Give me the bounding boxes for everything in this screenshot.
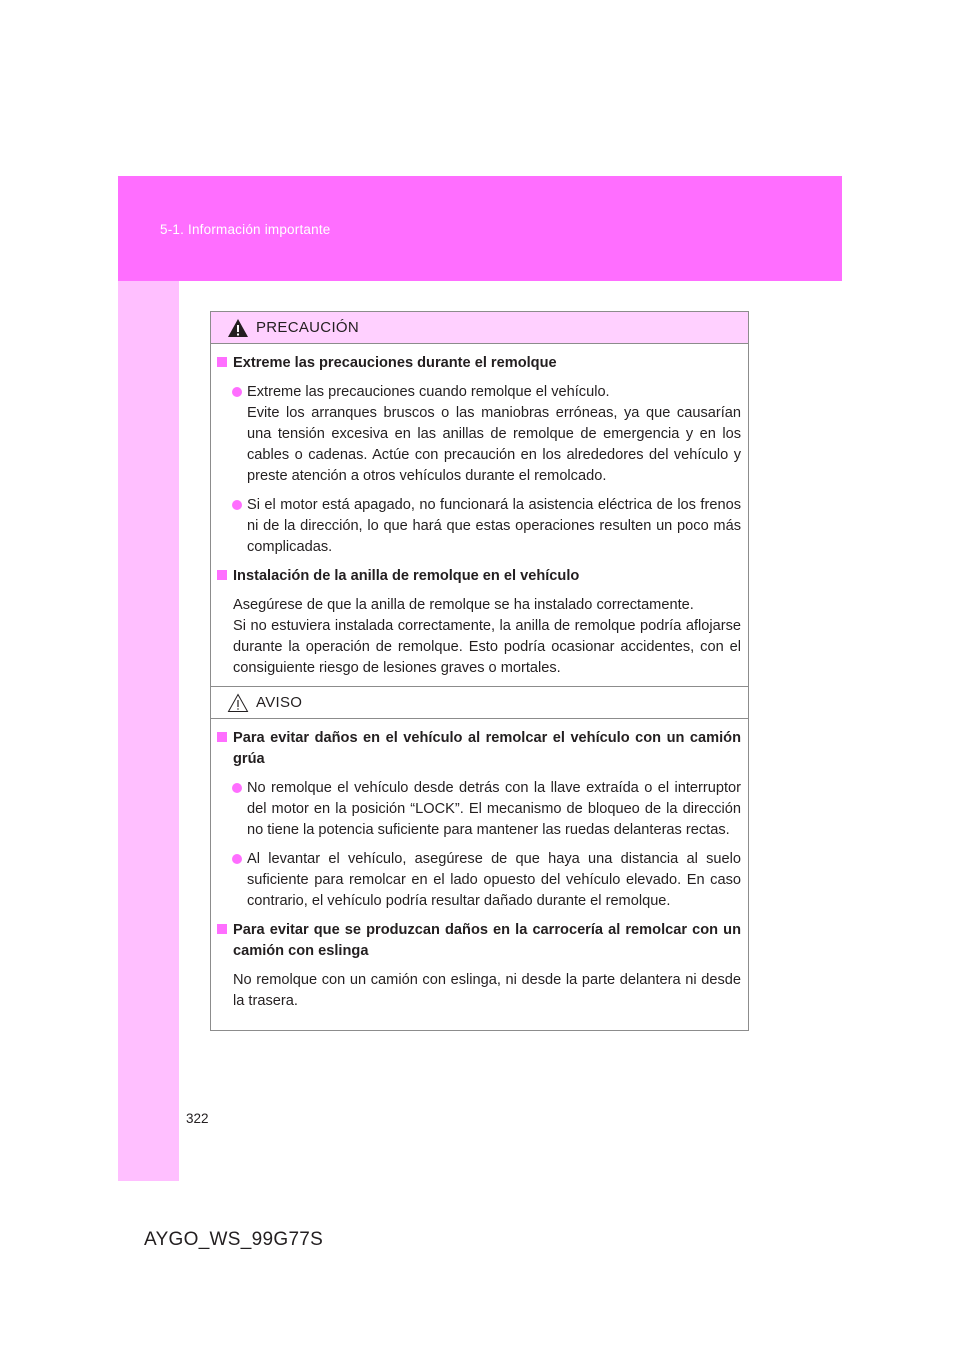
list-item: Si el motor está apagado, no funcionará la asistencia eléctrica de los frenos ni de la dirección, lo que hará que estas operaciones resulten un poco más complicadas. — [217, 495, 741, 558]
paragraph: Asegúrese de que la anilla de remolque se ha instalado correctamente. Si no estuviera instalada correctamente, la anilla de remolque podría aflojarse durante la operación de remolque. Esto podría ocasionar accidentes, con el consiguiente riesgo de lesiones graves o mortales. — [233, 597, 741, 676]
circle-bullet-icon — [232, 783, 242, 793]
page-number: 322 — [186, 1111, 209, 1126]
section-heading: Para evitar daños en el vehículo al remolcar el vehículo con un camión grúa — [217, 728, 741, 770]
list-item: Extreme las precauciones cuando remolque el vehículo. Evite los arranques bruscos o las maniobras erróneas, ya que causarían una tensión excesiva en las anillas de remolque de emergencia y en los cables o cadenas. Actúe con precaución en los alrededores del vehículo y preste atención a otros vehículos durante el remolcado. — [217, 382, 741, 487]
section-heading: Extreme las precauciones durante el remolque — [217, 353, 741, 374]
notice-box — [210, 686, 749, 1031]
section-heading: Instalación de la anilla de remolque en el vehículo — [217, 566, 741, 587]
document-code: AYGO_WS_99G77S — [144, 1229, 324, 1250]
circle-bullet-icon — [232, 500, 242, 510]
list-item: No remolque el vehículo desde detrás con la llave extraída o el interruptor del motor en la posición “LOCK”. El mecanismo de bloqueo de la dirección no tiene la potencia suficiente para mantener las ruedas delanteras rectas. — [217, 778, 741, 841]
paragraph: No remolque con un camión con eslinga, ni desde la parte delantera ni desde la trasera. — [233, 972, 741, 1009]
caution-header — [211, 312, 748, 344]
square-bullet-icon — [217, 732, 227, 742]
warning-triangle-filled-icon — [227, 318, 249, 338]
square-bullet-icon — [217, 924, 227, 934]
notice-title: AVISO — [256, 694, 303, 711]
caution-title: PRECAUCIÓN — [256, 319, 360, 336]
circle-bullet-icon — [232, 387, 242, 397]
square-bullet-icon — [217, 570, 227, 580]
side-band — [118, 281, 179, 1181]
circle-bullet-icon — [232, 854, 242, 864]
warning-triangle-outline-icon — [227, 693, 249, 713]
caution-box — [210, 311, 749, 698]
list-item: Al levantar el vehículo, asegúrese de que haya una distancia al suelo suficiente para remolcar en el lado opuesto del vehículo elevado. En caso contrario, el vehículo podría resultar dañado durante el remolque. — [217, 849, 741, 912]
section-heading: Para evitar que se produzcan daños en la carrocería al remolcar con un camión con eslinga — [217, 920, 741, 962]
square-bullet-icon — [217, 357, 227, 367]
section-title: 5-1. Información importante — [160, 222, 331, 237]
notice-header — [211, 687, 748, 719]
header-band — [118, 176, 842, 281]
